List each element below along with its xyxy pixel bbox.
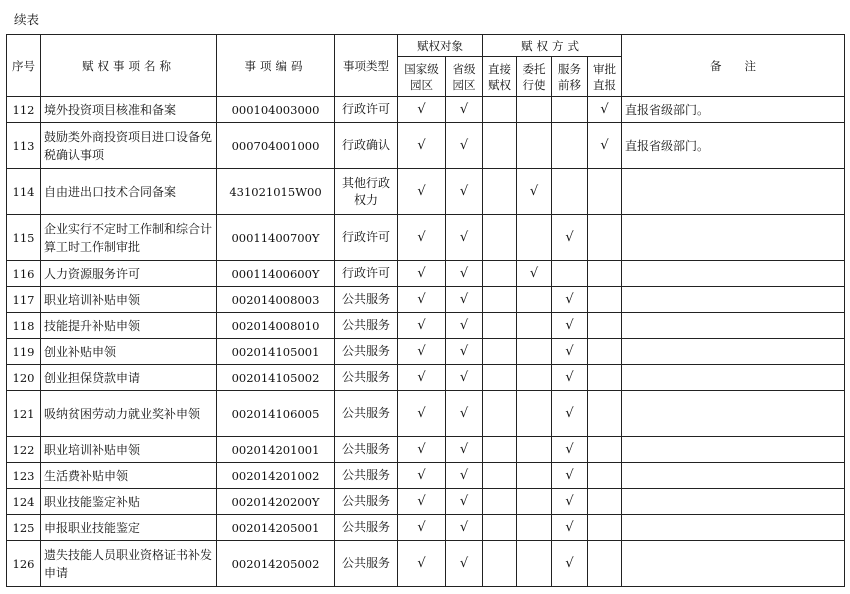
check-provincial (446, 437, 483, 463)
check-national (398, 313, 446, 339)
row-note (622, 463, 845, 489)
row-item-type: 公共服务 (335, 339, 398, 365)
check-mark-icon: √ (459, 292, 469, 307)
row-seq: 124 (7, 489, 41, 515)
check-service (552, 339, 588, 365)
check-entrust (517, 215, 552, 261)
check-mark-icon: √ (459, 184, 469, 199)
row-item-type: 公共服务 (335, 391, 398, 437)
row-item-type: 公共服务 (335, 541, 398, 587)
row-item-name: 申报职业技能鉴定 (41, 515, 217, 541)
table-row (7, 489, 845, 515)
table-row (7, 437, 845, 463)
check-service (552, 463, 588, 489)
check-national (398, 215, 446, 261)
row-note (622, 365, 845, 391)
check-approval (588, 215, 622, 261)
row-note (622, 287, 845, 313)
row-seq: 123 (7, 463, 41, 489)
check-approval (588, 261, 622, 287)
check-national (398, 261, 446, 287)
row-item-code: 00201420200Y (217, 489, 335, 515)
check-approval (588, 463, 622, 489)
row-item-name: 技能提升补贴申领 (41, 313, 217, 339)
table-row (7, 515, 845, 541)
row-seq: 115 (7, 215, 41, 261)
check-approval (588, 515, 622, 541)
check-service (552, 515, 588, 541)
table-row (7, 215, 845, 261)
row-item-name: 吸纳贫困劳动力就业奖补申领 (41, 391, 217, 437)
row-seq: 117 (7, 287, 41, 313)
row-seq: 121 (7, 391, 41, 437)
check-national (398, 123, 446, 169)
check-entrust (517, 515, 552, 541)
row-item-code: 002014201001 (217, 437, 335, 463)
row-item-name: 遗失技能人员职业资格证书补发申请 (41, 541, 217, 587)
check-approval (588, 489, 622, 515)
row-item-code: 00011400700Y (217, 215, 335, 261)
row-item-name: 职业培训补贴申领 (41, 437, 217, 463)
check-approval (588, 169, 622, 215)
check-mark-icon: √ (459, 520, 469, 535)
check-entrust (517, 169, 552, 215)
check-mark-icon: √ (417, 230, 426, 245)
check-entrust (517, 287, 552, 313)
check-mark-icon: √ (417, 370, 426, 385)
check-entrust (517, 365, 552, 391)
check-entrust (517, 123, 552, 169)
check-service (552, 97, 588, 123)
check-mark-icon: √ (459, 556, 469, 571)
row-item-code: 002014008010 (217, 313, 335, 339)
header-method-approval: 审批直报 (588, 57, 622, 97)
check-direct (483, 515, 517, 541)
header-note: 备 注 (622, 35, 845, 97)
row-item-code: 431021015W00 (217, 169, 335, 215)
row-note (622, 489, 845, 515)
check-provincial (446, 541, 483, 587)
check-mark-icon: √ (417, 494, 426, 509)
check-mark-icon: √ (417, 184, 426, 199)
check-mark-icon: √ (459, 344, 469, 359)
check-provincial (446, 123, 483, 169)
check-national (398, 489, 446, 515)
check-direct (483, 123, 517, 169)
table-row (7, 97, 845, 123)
authorization-table (6, 34, 845, 587)
check-service (552, 541, 588, 587)
check-mark-icon: √ (417, 556, 426, 571)
header-method-group: 赋权方式 (483, 35, 622, 57)
check-direct (483, 365, 517, 391)
check-mark-icon: √ (417, 406, 426, 421)
check-approval (588, 437, 622, 463)
check-mark-icon: √ (565, 468, 574, 483)
check-entrust (517, 391, 552, 437)
check-entrust (517, 313, 552, 339)
check-direct (483, 339, 517, 365)
check-national (398, 463, 446, 489)
row-item-type: 公共服务 (335, 287, 398, 313)
row-seq: 125 (7, 515, 41, 541)
check-provincial (446, 463, 483, 489)
check-direct (483, 489, 517, 515)
row-seq: 120 (7, 365, 41, 391)
row-note (622, 541, 845, 587)
row-item-type: 行政许可 (335, 97, 398, 123)
check-national (398, 391, 446, 437)
check-provincial (446, 97, 483, 123)
row-item-code: 000704001000 (217, 123, 335, 169)
check-mark-icon: √ (459, 442, 469, 457)
check-mark-icon: √ (565, 520, 574, 535)
check-mark-icon: √ (600, 102, 609, 117)
check-service (552, 437, 588, 463)
row-item-name: 鼓励类外商投资项目进口设备免税确认事项 (41, 123, 217, 169)
check-provincial (446, 169, 483, 215)
check-mark-icon: √ (459, 370, 469, 385)
header-code: 事项编码 (217, 35, 335, 97)
row-seq: 112 (7, 97, 41, 123)
header-seq: 序号 (7, 35, 41, 97)
check-mark-icon: √ (459, 318, 469, 333)
check-provincial (446, 365, 483, 391)
check-mark-icon: √ (459, 138, 469, 153)
check-national (398, 169, 446, 215)
check-entrust (517, 463, 552, 489)
row-item-type: 公共服务 (335, 515, 398, 541)
check-mark-icon: √ (529, 184, 539, 199)
row-item-code: 00011400600Y (217, 261, 335, 287)
row-item-code: 002014105002 (217, 365, 335, 391)
row-item-name: 创业补贴申领 (41, 339, 217, 365)
row-note (622, 515, 845, 541)
check-direct (483, 215, 517, 261)
check-direct (483, 97, 517, 123)
row-item-name: 自由进出口技术合同备案 (41, 169, 217, 215)
row-item-type: 行政许可 (335, 261, 398, 287)
row-item-type: 公共服务 (335, 463, 398, 489)
header-target-national: 国家级园区 (398, 57, 446, 97)
table-row (7, 541, 845, 587)
check-service (552, 261, 588, 287)
table-row (7, 287, 845, 313)
header-method-entrust: 委托行使 (517, 57, 552, 97)
check-mark-icon: √ (417, 138, 426, 153)
row-note (622, 339, 845, 365)
check-mark-icon: √ (417, 318, 426, 333)
row-seq: 114 (7, 169, 41, 215)
check-national (398, 339, 446, 365)
check-provincial (446, 215, 483, 261)
check-mark-icon: √ (565, 370, 574, 385)
row-note (622, 391, 845, 437)
row-item-name: 企业实行不定时工作制和综合计算工时工作制审批 (41, 215, 217, 261)
check-provincial (446, 261, 483, 287)
row-item-code: 002014008003 (217, 287, 335, 313)
check-mark-icon: √ (529, 266, 539, 281)
row-item-code: 000104003000 (217, 97, 335, 123)
check-mark-icon: √ (565, 494, 574, 509)
check-entrust (517, 339, 552, 365)
check-direct (483, 313, 517, 339)
check-entrust (517, 97, 552, 123)
row-item-type: 公共服务 (335, 489, 398, 515)
check-mark-icon: √ (417, 520, 426, 535)
row-item-name: 人力资源服务许可 (41, 261, 217, 287)
header-method-service: 服务前移 (552, 57, 588, 97)
check-provincial (446, 339, 483, 365)
check-direct (483, 541, 517, 587)
check-direct (483, 437, 517, 463)
check-mark-icon: √ (565, 344, 574, 359)
check-mark-icon: √ (459, 494, 469, 509)
check-mark-icon: √ (417, 292, 426, 307)
check-service (552, 169, 588, 215)
check-mark-icon: √ (459, 266, 469, 281)
row-item-type: 行政确认 (335, 123, 398, 169)
row-note (622, 437, 845, 463)
table-body (7, 97, 845, 587)
row-item-type: 公共服务 (335, 437, 398, 463)
row-item-name: 职业技能鉴定补贴 (41, 489, 217, 515)
header-target-group: 赋权对象 (398, 35, 483, 57)
check-mark-icon: √ (459, 406, 469, 421)
row-item-code: 002014106005 (217, 391, 335, 437)
header-method-direct: 直接赋权 (483, 57, 517, 97)
check-service (552, 365, 588, 391)
check-entrust (517, 261, 552, 287)
check-mark-icon: √ (459, 102, 469, 117)
check-mark-icon: √ (417, 442, 426, 457)
table-row (7, 123, 845, 169)
check-service (552, 489, 588, 515)
table-row (7, 261, 845, 287)
check-mark-icon: √ (459, 468, 469, 483)
table-row (7, 391, 845, 437)
check-service (552, 313, 588, 339)
row-item-name: 生活费补贴申领 (41, 463, 217, 489)
check-national (398, 515, 446, 541)
check-national (398, 541, 446, 587)
check-approval (588, 391, 622, 437)
check-approval (588, 541, 622, 587)
check-direct (483, 463, 517, 489)
check-mark-icon: √ (417, 468, 426, 483)
header-name: 赋权事项名称 (41, 35, 217, 97)
check-entrust (517, 489, 552, 515)
row-note (622, 169, 845, 215)
row-note (622, 313, 845, 339)
table-row (7, 463, 845, 489)
check-mark-icon: √ (459, 230, 469, 245)
header-target-provincial: 省级园区 (446, 57, 483, 97)
row-note (622, 215, 845, 261)
continued-label: 续表 (14, 12, 40, 27)
table-row (7, 365, 845, 391)
row-item-name: 创业担保贷款申请 (41, 365, 217, 391)
row-seq: 113 (7, 123, 41, 169)
check-national (398, 97, 446, 123)
check-provincial (446, 391, 483, 437)
table-header (7, 35, 845, 97)
check-mark-icon: √ (565, 556, 574, 571)
check-mark-icon: √ (565, 230, 574, 245)
row-seq: 116 (7, 261, 41, 287)
check-national (398, 287, 446, 313)
check-mark-icon: √ (565, 292, 574, 307)
check-provincial (446, 489, 483, 515)
check-mark-icon: √ (600, 138, 609, 153)
check-direct (483, 169, 517, 215)
check-entrust (517, 437, 552, 463)
row-item-name: 职业培训补贴申领 (41, 287, 217, 313)
row-item-code: 002014205002 (217, 541, 335, 587)
table-row (7, 313, 845, 339)
row-note (622, 261, 845, 287)
check-provincial (446, 287, 483, 313)
row-item-code: 002014105001 (217, 339, 335, 365)
check-provincial (446, 313, 483, 339)
row-seq: 119 (7, 339, 41, 365)
check-approval (588, 339, 622, 365)
check-mark-icon: √ (565, 318, 574, 333)
check-approval (588, 97, 622, 123)
row-seq: 126 (7, 541, 41, 587)
check-approval (588, 365, 622, 391)
check-service (552, 215, 588, 261)
row-item-code: 002014205001 (217, 515, 335, 541)
check-entrust (517, 541, 552, 587)
table-row (7, 339, 845, 365)
check-mark-icon: √ (417, 344, 426, 359)
check-national (398, 365, 446, 391)
check-mark-icon: √ (417, 266, 426, 281)
check-approval (588, 313, 622, 339)
row-item-name: 境外投资项目核准和备案 (41, 97, 217, 123)
row-item-type: 其他行政权力 (335, 169, 398, 215)
check-direct (483, 287, 517, 313)
row-seq: 118 (7, 313, 41, 339)
table-row (7, 169, 845, 215)
check-service (552, 391, 588, 437)
check-national (398, 437, 446, 463)
check-mark-icon: √ (417, 102, 426, 117)
row-item-type: 行政许可 (335, 215, 398, 261)
check-service (552, 287, 588, 313)
check-approval (588, 123, 622, 169)
row-item-type: 公共服务 (335, 313, 398, 339)
check-provincial (446, 515, 483, 541)
row-item-code: 002014201002 (217, 463, 335, 489)
row-item-type: 公共服务 (335, 365, 398, 391)
row-seq: 122 (7, 437, 41, 463)
check-mark-icon: √ (565, 406, 574, 421)
check-direct (483, 391, 517, 437)
check-service (552, 123, 588, 169)
row-note: 直报省级部门。 (622, 97, 845, 123)
check-approval (588, 287, 622, 313)
check-direct (483, 261, 517, 287)
row-note: 直报省级部门。 (622, 123, 845, 169)
check-mark-icon: √ (565, 442, 574, 457)
header-type: 事项类型 (335, 35, 398, 97)
